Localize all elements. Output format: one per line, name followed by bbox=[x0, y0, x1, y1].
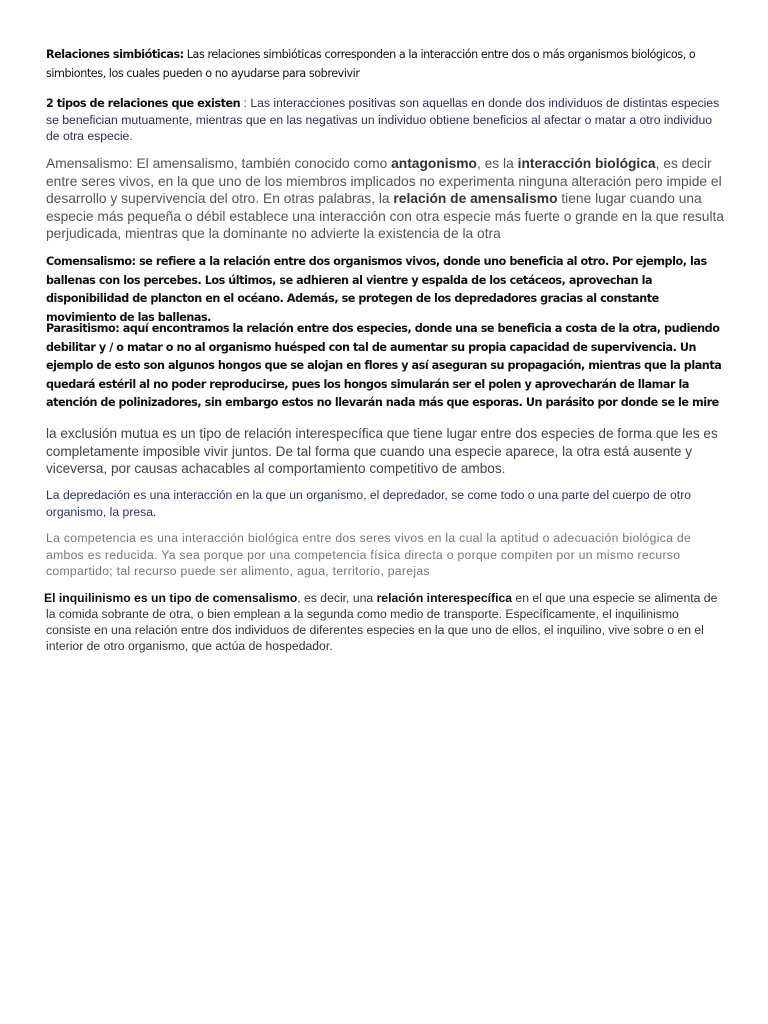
paragraph-tipos bbox=[46, 95, 726, 144]
text-tipos-positivas: Las interacciones positivas son aquellas en donde dos individuos de distintas especies se benefician mutuamente bbox=[46, 96, 720, 127]
text-simbioticas: Las relaciones simbióticas corresponden a la interacción entre dos o más organismos biológicos, o simbiontes, los cuales pueden o no ayudarse para sobrevivir bbox=[46, 48, 696, 80]
term-comensalismo: Comensalismo: bbox=[46, 255, 136, 268]
term-parasitismo: Parasitismo: bbox=[46, 322, 120, 335]
paragraph-amensalismo bbox=[46, 155, 726, 243]
text-tipos-negativas: , mientras que en las negativas un individuo obtiene beneficios al afectar o matar a otro individuo de otra especie. bbox=[46, 113, 712, 143]
text-depredacion: La depredación es una interacción en la que un organismo, el depredador, se come todo o una parte del cuerpo de otro organismo, la presa. bbox=[46, 488, 692, 519]
paragraph-competencia bbox=[46, 530, 726, 580]
paragraph-exclusion-mutua bbox=[46, 425, 726, 478]
text-amensalismo-1: El amensalismo, también conocido como bbox=[136, 156, 392, 171]
text-comensalismo: se refiere a la relación entre dos organismos vivos, donde uno beneficia al otro. Por ejemplo, las ballenas con los percebes. Los últimos, se adhieren al vientre y espalda de los cetáceos, aprovechan la disponibilidad de plancton en el océano. Además, se protegen de los depredadores gracias al constante movimiento de las ballenas. bbox=[46, 255, 707, 324]
text-inquilinismo-1: , es decir, una bbox=[297, 591, 377, 605]
paragraph-depredacion bbox=[46, 487, 726, 521]
separator-tipos: : bbox=[240, 96, 251, 110]
term-amensalismo: Amensalismo: bbox=[46, 156, 137, 171]
paragraph-simbioticas bbox=[46, 46, 726, 83]
text-amensalismo-2: , es la bbox=[476, 156, 518, 171]
bold-relacion-interespecifica: relación interespecífica bbox=[376, 591, 513, 605]
text-competencia: La competencia es una interacción biológica entre dos seres vivos en la cual la aptitud o adecuación biológica de ambos es reducida. Ya sea porque por una competencia física directa o porque compiten por un mismo recurso compartido; tal recurso puede ser alimento, agua, territorio, parejas bbox=[46, 531, 692, 578]
term-simbioticas: Relaciones simbióticas: bbox=[46, 48, 184, 61]
bold-antagonismo: antagonismo bbox=[391, 156, 477, 171]
bold-interaccion-biologica: interacción biológica bbox=[517, 156, 656, 171]
paragraph-parasitismo bbox=[46, 320, 726, 413]
paragraph-inquilinismo bbox=[46, 590, 726, 654]
paragraph-comensalismo bbox=[46, 253, 726, 327]
text-amensalismo-4: tiene lugar cuando una especie más pequeña o débil establece una interacción con otra especie más fuerte o grande en la que resulta perjudicada, mientras que la dominante no advierte la existencia de la otra bbox=[46, 191, 725, 241]
term-tipos: 2 tipos de relaciones que existen bbox=[46, 97, 241, 110]
text-amensalismo-3: , es decir entre seres vivos, en la que uno de los miembros implicados no experimenta ninguna alteración pero impide el desarrollo y supervivencia del otro. En otras palabras, la bbox=[46, 156, 722, 206]
bold-relacion-amensalismo: relación de amensalismo bbox=[393, 191, 558, 206]
text-inquilinismo-2: en el que una especie se alimenta de la comida sobrante de otra, o bien emplean a la segunda como medio de transporte. Específicamente, el inquilinismo consiste en una relación entre dos individuos de diferentes especies en la que uno de ellos, el inquilino, vive sobre o en el interior de otro organismo, que actúa de hospedador. bbox=[46, 591, 718, 653]
text-exclusion-mutua: la exclusión mutua es un tipo de relación interespecífica que tiene lugar entre dos especies de forma que les es completamente imposible vivir juntos. De tal forma que cuando una especie aparece, la otra está ausente y viceversa, por causas achacables al comportamiento competitivo de ambos. bbox=[46, 426, 718, 476]
bold-inquilinismo: El inquilinismo es un tipo de comensalismo bbox=[44, 591, 298, 605]
text-parasitismo: aquí encontramos la relación entre dos especies, donde una se beneficia a costa de la otra, pudiendo debilitar y / o matar o no al organismo huésped con tal de aumentar su propia capacidad de supervivencia. Un ejemplo de esto son algunos hongos que se alojan en flores y así aseguran su propagación, mientras que la planta quedará estéril al no poder reproducirse, pues los hongos simularán ser el polen y aprovecharán de llamar la atención de polinizadores, sin embargo estos no llevarán nada más que esporas. Un parásito por donde se le mire bbox=[46, 322, 722, 409]
